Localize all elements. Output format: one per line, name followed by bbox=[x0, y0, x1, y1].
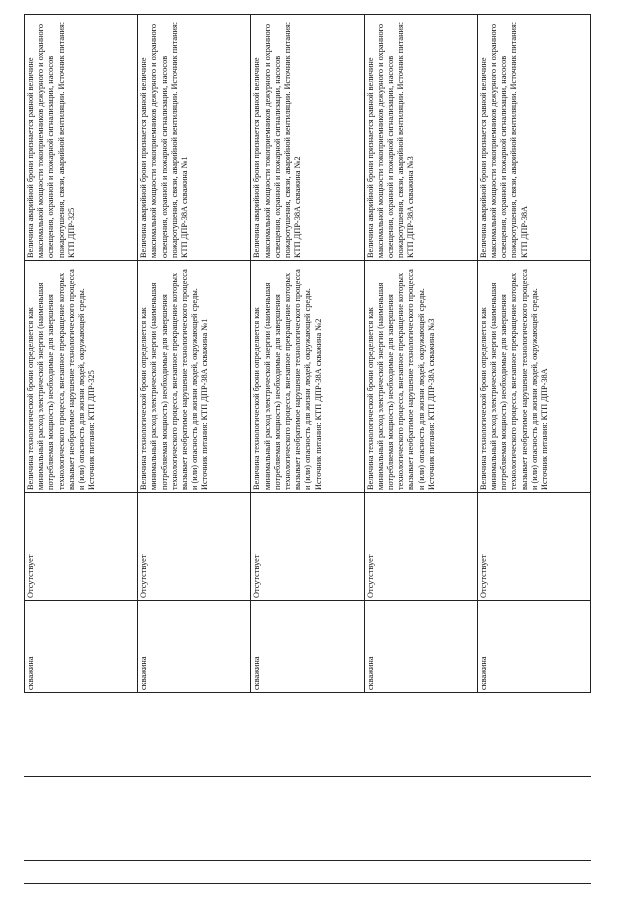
emergency-reserve-cell: Величина аварийной брони признается равной величине максимальной мощности токоприемников дежурного и охранного освещения, охранной и пожарной сигнализации, насосов пожаротушения, связи, аварийной вентиляции. Источник питания: КТП ДПР-325 bbox=[25, 15, 138, 261]
table-row bbox=[477, 15, 590, 693]
object-code-cell: Отсутствует bbox=[138, 493, 251, 601]
table-row bbox=[138, 15, 251, 693]
object-name-cell: скважина bbox=[251, 601, 364, 693]
object-code-cell: Отсутствует bbox=[364, 493, 477, 601]
table-row bbox=[364, 15, 477, 693]
reservation-table bbox=[24, 14, 591, 693]
object-name-cell: скважина bbox=[25, 601, 138, 693]
object-name-cell: скважина bbox=[364, 601, 477, 693]
technological-reserve-cell: Величина технологической брони определяется как минимальный расход электрической энергии (наименьшая потребляемая мощность) необходимые для завершения технологического процесса, внезапное прекращение которых вызывает необратимое нарушение технологического процесса и (или) опасность для жизни людей, окружающей среды. Источник питания: КТП ДПР-38А скважина №3 bbox=[364, 261, 477, 493]
signature-line bbox=[24, 776, 591, 777]
object-code-cell: Отсутствует bbox=[477, 493, 590, 601]
technological-reserve-cell: Величина технологической брони определяется как минимальный расход электрической энергии (наименьшая потребляемая мощность) необходимые для завершения технологического процесса, внезапное прекращение которых вызывает необратимое нарушение технологического процесса и (или) опасность для жизни людей, окружающей среды. Источник питания: КТП ДПР-325 bbox=[25, 261, 138, 493]
signature-line bbox=[24, 883, 591, 884]
object-code-cell: Отсутствует bbox=[251, 493, 364, 601]
emergency-reserve-cell: Величина аварийной брони признается равной величине максимальной мощности токоприемников дежурного и охранного освещения, охранной и пожарной сигнализации, насосов пожаротушения, связи, аварийной вентиляции. Источник питания: КТП ДПР-38А bbox=[477, 15, 590, 261]
emergency-reserve-cell: Величина аварийной брони признается равной величине максимальной мощности токоприемников дежурного и охранного освещения, охранной и пожарной сигнализации, насосов пожаротушения, связи, аварийной вентиляции. Источник питания: КТП ДПР-38А скважина №1 bbox=[138, 15, 251, 261]
object-name-cell: скважина bbox=[477, 601, 590, 693]
technological-reserve-cell: Величина технологической брони определяется как минимальный расход электрической энергии (наименьшая потребляемая мощность) необходимые для завершения технологического процесса, внезапное прекращение которых вызывает необратимое нарушение технологического процесса и (или) опасность для жизни людей, окружающей среды. Источник питания: КТП ДПР-38А bbox=[477, 261, 590, 493]
technological-reserve-cell: Величина технологической брони определяется как минимальный расход электрической энергии (наименьшая потребляемая мощность) необходимые для завершения технологического процесса, внезапное прекращение которых вызывает необратимое нарушение технологического процесса и (или) опасность для жизни людей, окружающей среды. Источник питания: КТП ДПР-38А скважина №2 bbox=[251, 261, 364, 493]
technological-reserve-cell: Величина технологической брони определяется как минимальный расход электрической энергии (наименьшая потребляемая мощность) необходимые для завершения технологического процесса, внезапное прекращение которых вызывает необратимое нарушение технологического процесса и (или) опасность для жизни людей, окружающей среды. Источник питания: КТП ДПР-38А скважина №1 bbox=[138, 261, 251, 493]
emergency-reserve-cell: Величина аварийной брони признается равной величине максимальной мощности токоприемников дежурного и охранного освещения, охранной и пожарной сигнализации, насосов пожаротушения, связи, аварийной вентиляции. Источник питания: КТП ДПР-38А скважина №2 bbox=[251, 15, 364, 261]
emergency-reserve-cell: Величина аварийной брони признается равной величине максимальной мощности токоприемников дежурного и охранного освещения, охранной и пожарной сигнализации, насосов пожаротушения, связи, аварийной вентиляции. Источник питания: КТП ДПР-38А скважина №3 bbox=[364, 15, 477, 261]
rotated-table-wrapper bbox=[24, 15, 591, 693]
object-code-cell: Отсутствует bbox=[25, 493, 138, 601]
object-name-cell: скважина bbox=[138, 601, 251, 693]
table-row bbox=[25, 15, 138, 693]
signature-line bbox=[24, 860, 591, 861]
table-row bbox=[251, 15, 364, 693]
